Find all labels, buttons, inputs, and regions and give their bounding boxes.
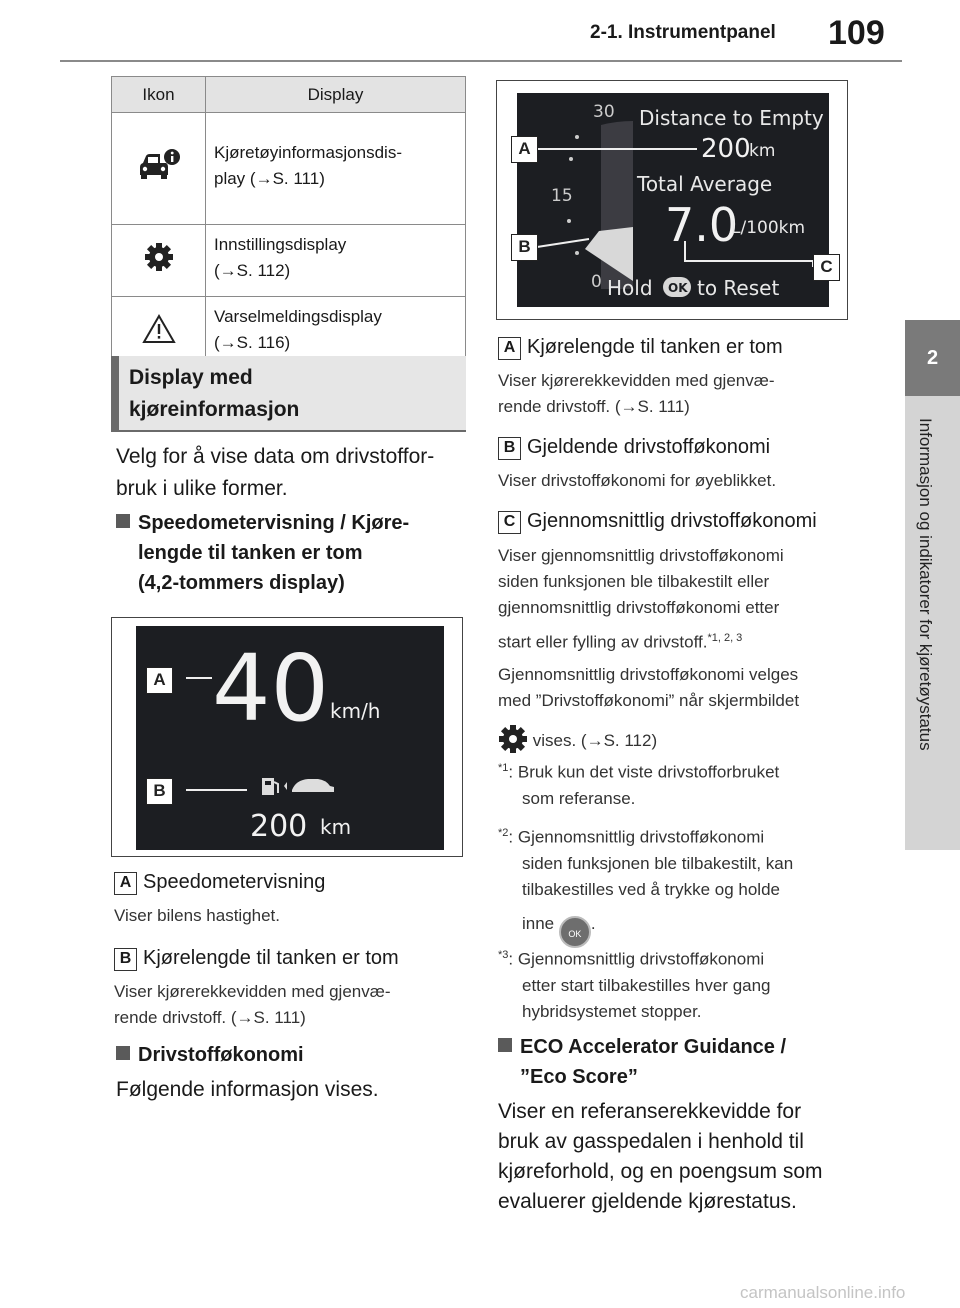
item-desc-line: Viser kjørerekkevidden med gjenvæ- xyxy=(498,371,775,390)
item-label: A xyxy=(114,872,137,895)
avg-value: 7.0 xyxy=(665,198,739,252)
subheading-eco xyxy=(498,1032,786,1092)
intro-line: Velg for å vise data om drivstoffor- xyxy=(116,445,435,468)
callout-b: B xyxy=(511,234,538,261)
footnote-line: hybridsystemet stopper. xyxy=(522,1001,702,1021)
footnote-ref: *1, 2, 3 xyxy=(707,632,743,644)
item-title-range xyxy=(498,333,783,361)
table-row xyxy=(112,113,466,225)
speed-unit: km/h xyxy=(330,699,381,723)
item-desc-line: vises. (→S. 112) xyxy=(532,730,658,750)
item-title: Speedometervisning xyxy=(143,871,326,893)
chapter-title: 2-1. Instrumentpanel xyxy=(590,22,776,43)
chapter-tab-number: 2 xyxy=(905,320,960,396)
item-desc-line: Viser kjørerekkevidden med gjenvæ- xyxy=(114,982,391,1001)
watermark: carmanualsonline.info xyxy=(740,1283,906,1302)
gear-icon xyxy=(144,242,174,272)
subheading-line: ECO Accelerator Guidance / xyxy=(520,1036,787,1058)
footnote-2 xyxy=(498,820,793,948)
header-divider xyxy=(60,60,902,62)
item-desc-line: gjennomsnittlig drivstofføkonomi etter xyxy=(498,598,780,617)
item-desc: Viser drivstofføkonomi for øyeblikket. xyxy=(498,471,777,490)
footnote-line: som referanse. xyxy=(522,788,636,808)
footnote-1 xyxy=(498,755,779,812)
subheading-line: Speedometervisning / Kjøre- xyxy=(138,512,410,534)
item-desc-line: rende drivstoff. (→S. 111) xyxy=(498,397,690,416)
speedometer-display-screen xyxy=(112,618,462,856)
subheading-line: ”Eco Score” xyxy=(520,1066,638,1088)
footnote-line: inne xyxy=(522,913,555,933)
eco-text-line: bruk av gasspedalen i henhold til xyxy=(498,1130,804,1153)
eco-text-line: Viser en referanserekkevidde for xyxy=(498,1100,802,1123)
fuel-economy-display-figure xyxy=(496,80,848,320)
item-label: B xyxy=(114,948,137,971)
intro-line: bruk i ulike former. xyxy=(116,477,288,500)
item-desc-line: rende drivstoff. (→S. 111) xyxy=(114,1008,306,1027)
item-desc-line: Gjennomsnittlig drivstofføkonomi velges xyxy=(498,664,799,684)
footnote-line: etter start tilbakestilles hver gang xyxy=(522,975,771,995)
subheading-fuel-economy xyxy=(116,1040,304,1070)
avg-unit: L/100km xyxy=(731,218,806,238)
table-cell-text: Innstillingsdisplay xyxy=(214,234,347,254)
item-desc: Viser bilens hastighet. xyxy=(114,906,281,925)
ok-button-icon: OK xyxy=(559,916,591,948)
subheading-speedometer xyxy=(116,508,409,598)
eco-text-line: kjøreforhold, og en poengsum som xyxy=(498,1160,823,1183)
item-desc xyxy=(114,979,391,1031)
table-cell-text: Varselmeldingsdisplay xyxy=(214,306,382,326)
range-unit: km xyxy=(320,815,352,839)
avg-label: Total Average xyxy=(637,172,773,196)
item-desc-line: med ”Drivstofføkonomi” når skjermbildet xyxy=(498,690,800,710)
footnote-mark: *1 xyxy=(498,762,509,774)
item-title-speedometer xyxy=(114,868,325,896)
gear-icon xyxy=(498,724,528,754)
vehicle-info-icon xyxy=(136,147,182,183)
item-label: A xyxy=(498,337,521,360)
range-value: 200 xyxy=(250,809,308,844)
item-label: C xyxy=(498,511,521,534)
ok-button-label: OK xyxy=(668,281,688,295)
gauge-label-mid: 15 xyxy=(551,186,573,206)
eco-text xyxy=(498,1097,823,1217)
item-title: Gjeldende drivstofføkonomi xyxy=(527,436,771,458)
item-desc-line: siden funksjonen ble tilbakestilt eller xyxy=(498,572,770,591)
reset-text: to Reset xyxy=(697,276,780,300)
table-cell-text: (→S. 112) xyxy=(214,260,291,280)
bullet-square xyxy=(498,1038,512,1052)
callout-a: A xyxy=(146,667,173,694)
item-title-range xyxy=(114,944,399,972)
section-heading xyxy=(111,356,466,432)
table-header-display: Display xyxy=(206,77,466,113)
fuel-economy-display-screen xyxy=(497,81,847,319)
table-cell-text: play (→S. 111) xyxy=(214,168,325,188)
section-heading-line: Display med xyxy=(129,366,253,389)
eco-text-line: evaluerer gjeldende kjørestatus. xyxy=(498,1190,797,1213)
footnote-line: : Bruk kun det viste drivstofforbruket xyxy=(508,762,780,782)
item-title: Gjennomsnittlig drivstofføkonomi xyxy=(527,510,817,532)
section-heading-line: kjøreinformasjon xyxy=(129,398,300,421)
callout-c: C xyxy=(813,254,840,281)
speed-value: 40 xyxy=(212,635,330,742)
icon-table xyxy=(111,76,466,369)
warning-icon xyxy=(142,314,176,344)
subheading-line: (4,2-tommers display) xyxy=(138,572,345,594)
page-number: 109 xyxy=(828,14,885,52)
dte-label: Distance to Empty xyxy=(639,106,824,130)
item-desc-line: Viser gjennomsnittlig drivstofføkonomi xyxy=(498,546,784,565)
chapter-tab-text: Informasjon og indikatorer for kjøretøystatus xyxy=(916,418,935,751)
item-label: B xyxy=(498,437,521,460)
table-row xyxy=(112,225,466,297)
item-desc-line: start eller fylling av drivstoff. xyxy=(498,632,708,652)
dte-value: 200 xyxy=(701,134,751,164)
dte-unit: km xyxy=(749,141,776,161)
table-cell-text: Kjøretøyinformasjonsdis- xyxy=(214,142,402,162)
item-title: Kjørelengde til tanken er tom xyxy=(527,336,783,358)
footnote-mark: *2 xyxy=(498,827,509,839)
callout-b: B xyxy=(146,778,173,805)
footnote-line: siden funksjonen ble tilbakestilt, kan xyxy=(522,853,794,873)
table-cell-text: (→S. 116) xyxy=(214,332,291,352)
bullet-square xyxy=(116,1046,130,1060)
item-title: Kjørelengde til tanken er tom xyxy=(143,947,399,969)
footnote-line: : Gjennomsnittlig drivstofføkonomi xyxy=(508,949,765,969)
footnote-mark: *3 xyxy=(498,949,509,961)
bullet-square xyxy=(116,514,130,528)
gauge-label-top: 30 xyxy=(593,102,615,122)
item-title-current-economy xyxy=(498,433,770,461)
intro-text xyxy=(116,441,434,505)
table-header-icon: Ikon xyxy=(112,77,206,113)
subheading-line: lengde til tanken er tom xyxy=(138,542,363,564)
hold-text: Hold xyxy=(607,276,653,300)
subheading-line: Drivstofføkonomi xyxy=(138,1044,304,1066)
callout-a: A xyxy=(511,136,538,163)
gauge-label-bottom: 0 xyxy=(591,272,602,292)
footnote-line: tilbakestilles ved å trykke og holde xyxy=(522,879,780,899)
speedometer-display-figure xyxy=(111,617,463,857)
footnote-3 xyxy=(498,942,771,1025)
fuel-economy-text: Følgende informasjon vises. xyxy=(116,1078,379,1101)
item-desc xyxy=(498,543,799,754)
item-desc xyxy=(498,368,775,420)
footnote-line: . xyxy=(590,913,596,933)
footnote-line: : Gjennomsnittlig drivstofføkonomi xyxy=(508,827,765,847)
item-title-average-economy xyxy=(498,507,817,535)
